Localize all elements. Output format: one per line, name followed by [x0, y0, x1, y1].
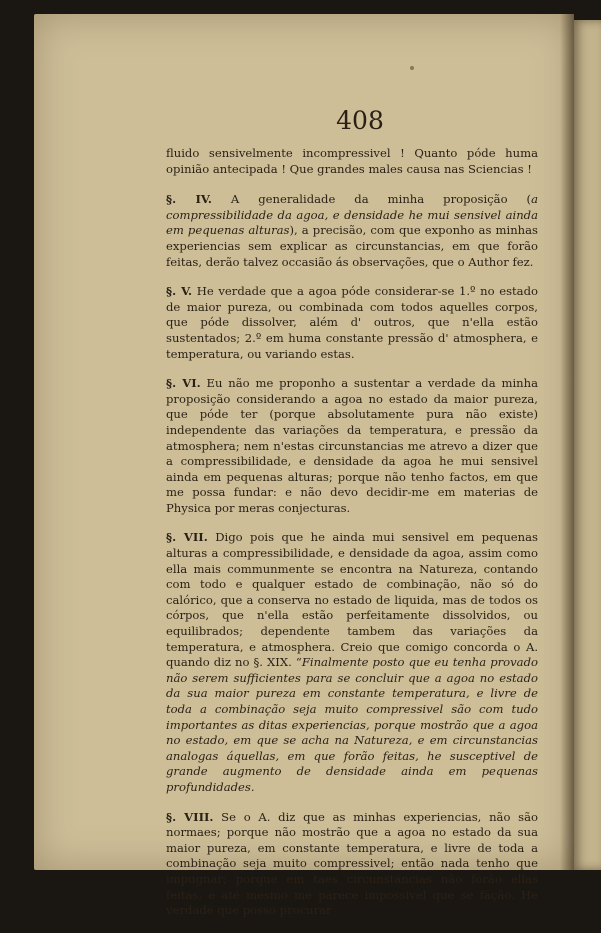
text-run: Se o A. diz que as minhas experiencias, não são normaes; porque não mostrão que a agoa no estado da sua maior pureza, em constante temperatura, e livre de toda a combinação seja muito compressivel; então nada tenho que impugnar; porque em taes circunstancias não forão ellas feitas, e até mesmo me parece impossivel que se fação. He verdade que posso procurar — [166, 809, 538, 918]
section-number: §. V. — [166, 284, 193, 299]
text-run: Eu não me proponho a sustentar a verdade da minha proposição considerando a agoa no estado da maior pureza, que póde ter (porque absolutamente pura não existe) independente das variações da temperatura, e pressão da atmosphera; nem n'estas circunstancias me atrevo a dizer que a compressibilidade, e densidade da agoa he mui sensivel ainda em pequenas alturas; porque não tenho factos, em que me possa fundar: e não devo decidir-me em materias de Physica por meras conjecturas. — [166, 376, 538, 515]
paragraph-section-v — [166, 284, 538, 362]
paragraph-section-vii — [166, 530, 538, 795]
italic-quotation: Finalmente posto que eu tenha provado não serem sufficientes para se concluir que a agoa no estado da sua maior pureza em constante temperatura, e livre de toda a combinação seja muito compressivel são com tudo importantes as ditas experiencias, porque mostrão que a agoa no estado, em que se acha na Natureza, e em circunstancias analogas áquellas, em que forão feitas, he susceptivel de grande augmento de densidade ainda em pequenas profundidades. — [166, 655, 538, 794]
text-run: Digo pois que he ainda mui sensivel em pequenas alturas a compressibilidade, e densidade da agoa, assim como ella mais communmente se encontra na Natureza, contando com todo e qualquer estado de combinação, não só do calórico, que a conserva no estado de liquida, mas de todos os córpos, que n'ella estão perfeitamente dissolvidos, ou equilibrados; dependente tambem das variações da temperatura, e atmosphera. Creio que comigo concorda o A. quando diz no §. XIX. “ — [166, 530, 539, 670]
section-number: §. IV. — [166, 192, 212, 207]
paragraph-intro — [166, 146, 538, 177]
page-gutter-shadow — [560, 14, 574, 870]
paragraph-section-vi — [166, 376, 538, 516]
text-run: ), a precisão, com que exponho as minhas experiencias sem explicar as circunstancias, em que forão feitas, derão talvez occasião ás observações, que o Author fez. — [166, 223, 538, 269]
text-run: A generalidade da minha proposição ( — [211, 192, 532, 207]
page-body — [166, 146, 538, 933]
text-run: fluido sensivelmente incompressivel ! Quanto póde huma opinião antecipada ! Que grandes males causa nas Sciencias ! — [166, 146, 538, 176]
italic-quotation: a compressibilidade da agoa, e densidade he mui sensivel ainda em pequenas alturas — [166, 192, 538, 238]
paper-speck — [410, 66, 414, 70]
paragraph-section-viii — [166, 810, 538, 919]
page-number: 408 — [336, 106, 384, 135]
text-run: He verdade que a agoa póde considerar-se 1.º no estado de maior pureza, ou combinada com todos aquelles corpos, que póde dissolver, além d' outros, que n'ella estão sustentados; 2.º em huma constante pressão d' atmosphera, e temperatura, ou variando estas. — [166, 284, 538, 361]
section-number: §. VI. — [166, 376, 201, 391]
paragraph-section-iv — [166, 192, 538, 270]
section-number: §. VIII. — [166, 809, 214, 824]
adjacent-page-edge — [572, 20, 601, 870]
section-number: §. VII. — [166, 530, 208, 545]
